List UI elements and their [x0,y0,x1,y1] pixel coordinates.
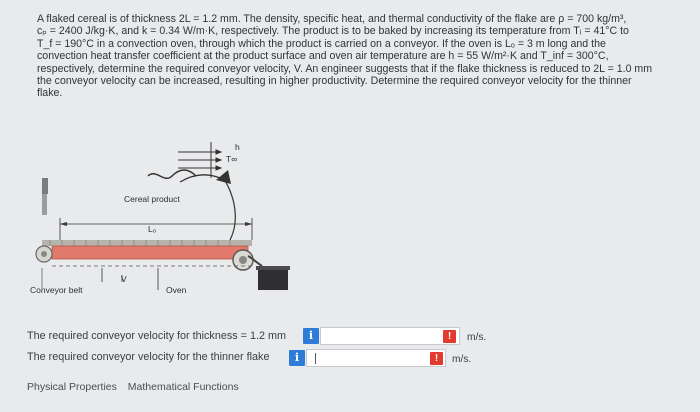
mathematical-functions-link[interactable]: Mathematical Functions [127,381,239,393]
problem-line: A flaked cereal is of thickness 2L = 1.2 mm. The density, specific heat, and thermal conductivity of the flake are ρ = 700 kg/m³, [37,13,627,25]
physical-properties-link[interactable]: Physical Properties [27,381,117,393]
problem-line: the conveyor velocity can be increased, resulting in higher productivity. Determine the required conveyor velocity for the thinner [37,75,632,88]
question-2-text: The required conveyor velocity for the thinner flake [27,351,270,363]
unit-label-1: m/s. [467,332,487,343]
problem-line: convection heat transfer coefficient at the product surface and oven air temperature are h = 55 W/m²·K and T_inf = 300°C, [37,50,609,63]
problem-line: flake. [37,87,63,100]
oven-length-label: Lₒ [148,224,156,234]
cereal-product-label: Cereal product [124,194,180,204]
conveyor-belt-label: Conveyor belt [30,285,83,295]
warning-icon: ! [443,330,456,343]
question-row-2 [27,346,269,368]
problem-statement [37,13,687,100]
info-button[interactable]: i [289,350,305,366]
resource-links [27,381,247,393]
answer-input-1[interactable] [320,327,460,345]
question-1-text: The required conveyor velocity for thickness = 1.2 mm [27,330,286,342]
problem-line: T_f = 190°C in a convection oven, through which the product is carried on a conveyor. If the oven is Lₒ = 3 m long and the [37,37,606,50]
unit-label-2: m/s. [452,354,472,365]
info-button[interactable]: i [303,328,319,344]
conveyor-oven-figure [30,140,290,310]
answer-input-2[interactable] [306,349,446,367]
text-caret [315,353,316,364]
oven-label: Oven [166,285,187,295]
t-inf-label: T∞ [226,154,238,164]
question-row-1 [27,325,286,347]
problem-line: cₚ = 2400 J/kg·K, and k = 0.34 W/m·K, respectively. The product is to be baked by increasing its temperature from Tᵢ = 41°C to [37,25,629,38]
velocity-label: V [121,274,127,284]
warning-icon: ! [430,352,443,365]
problem-line: respectively, determine the required conveyor velocity, V. An engineer suggests that if the flake thickness is reduced to 2L = 1.0 mm [37,62,653,75]
h-label: h [235,142,240,152]
